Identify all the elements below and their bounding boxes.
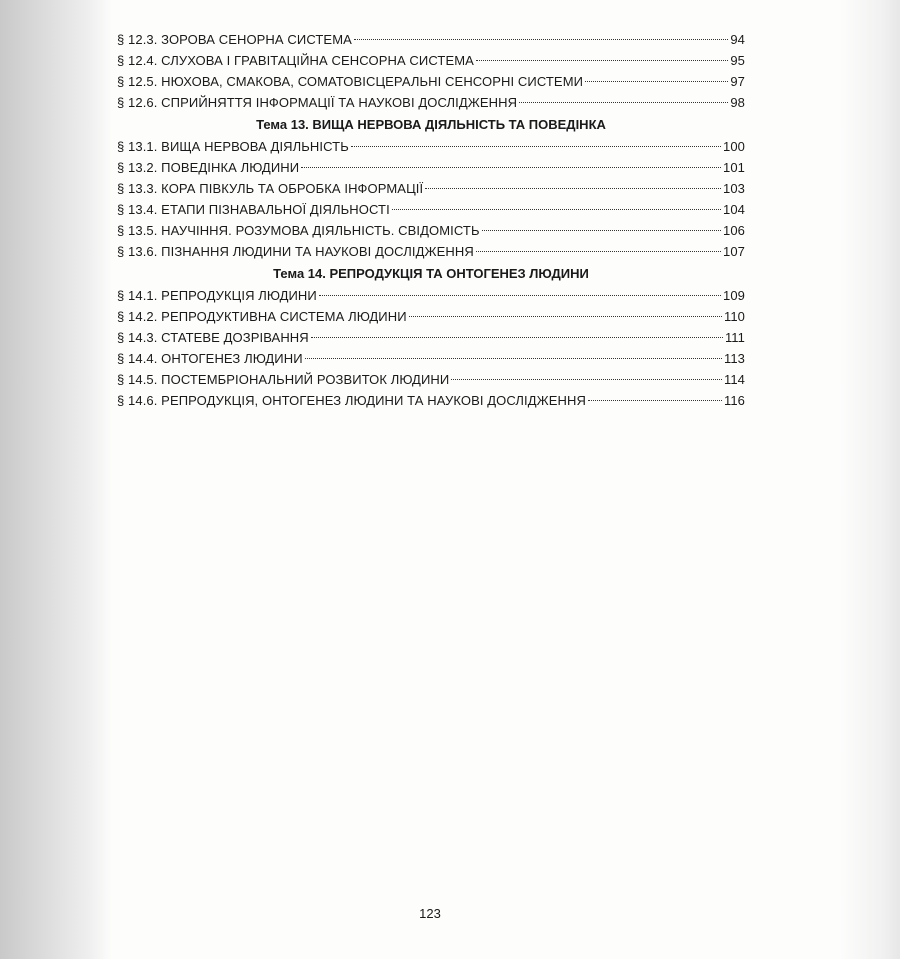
toc-entry-page-number: 104 bbox=[723, 202, 745, 217]
toc-entry-page-number: 111 bbox=[724, 330, 745, 345]
dot-leader bbox=[585, 81, 728, 82]
toc-entry-title: § 12.5. НЮХОВА, СМАКОВА, СОМАТОВІСЦЕРАЛЬНІ СЕНСОРНІ СИСТЕМИ bbox=[117, 74, 584, 89]
toc-entry-page-number: 101 bbox=[723, 160, 745, 175]
toc-entry-title: § 13.6. ПІЗНАННЯ ЛЮДИНИ ТА НАУКОВІ ДОСЛІДЖЕННЯ bbox=[117, 244, 474, 259]
toc-entry-page-number: 98 bbox=[730, 95, 745, 110]
dot-leader bbox=[351, 146, 721, 147]
toc-entry-title: § 13.5. НАУЧІННЯ. РОЗУМОВА ДІЯЛЬНІСТЬ. СВІДОМІСТЬ bbox=[117, 223, 480, 238]
toc-entry-title: § 14.3. СТАТЕВЕ ДОЗРІВАННЯ bbox=[117, 330, 309, 345]
toc-entry-title: § 13.2. ПОВЕДІНКА ЛЮДИНИ bbox=[117, 160, 300, 175]
toc-entry bbox=[117, 327, 745, 348]
toc-entry bbox=[117, 241, 745, 262]
toc-entry-page-number: 114 bbox=[723, 372, 745, 387]
toc-entry-title: § 12.3. ЗОРОВА СЕНОРНА СИСТЕМА bbox=[117, 32, 352, 47]
toc-entry bbox=[117, 369, 745, 390]
page-number: 123 bbox=[419, 906, 441, 921]
toc-entry bbox=[117, 29, 745, 50]
toc-entry-page-number: 94 bbox=[730, 32, 745, 47]
toc-entry-title: § 13.4. ЕТАПИ ПІЗНАВАЛЬНОЇ ДІЯЛЬНОСТІ bbox=[117, 202, 390, 217]
toc-entry bbox=[117, 285, 745, 306]
toc-entry-title: § 14.4. ОНТОГЕНЕЗ ЛЮДИНИ bbox=[117, 351, 303, 366]
dot-leader bbox=[451, 379, 722, 380]
dot-leader bbox=[311, 337, 723, 338]
toc-entry bbox=[117, 71, 745, 92]
toc-entry-title: § 12.6. СПРИЙНЯТТЯ ІНФОРМАЦІЇ ТА НАУКОВІ ДОСЛІДЖЕННЯ bbox=[117, 95, 518, 110]
dot-leader bbox=[305, 358, 722, 359]
toc-entry-page-number: 109 bbox=[723, 288, 745, 303]
toc-topic-heading: Тема 14. РЕПРОДУКЦІЯ ТА ОНТОГЕНЕЗ ЛЮДИНИ bbox=[273, 266, 589, 281]
toc-entry bbox=[117, 50, 745, 71]
dot-leader bbox=[354, 39, 728, 40]
dot-leader bbox=[409, 316, 722, 317]
toc-entry-page-number: 113 bbox=[723, 351, 745, 366]
toc-entry-title: § 13.1. ВИЩА НЕРВОВА ДІЯЛЬНІСТЬ bbox=[117, 139, 349, 154]
page-gutter-shadow bbox=[0, 0, 112, 959]
toc-entry-page-number: 97 bbox=[730, 74, 745, 89]
toc-entry bbox=[117, 178, 745, 199]
dot-leader bbox=[392, 209, 721, 210]
dot-leader bbox=[425, 188, 721, 189]
toc-entry bbox=[117, 157, 745, 178]
toc-entry bbox=[117, 136, 745, 157]
toc-entry-page-number: 95 bbox=[730, 53, 745, 68]
toc-entry-title: § 13.3. КОРА ПІВКУЛЬ ТА ОБРОБКА ІНФОРМАЦІЇ bbox=[117, 181, 424, 196]
toc-entry bbox=[117, 92, 745, 113]
toc-entry-page-number: 100 bbox=[723, 139, 745, 154]
toc-entry-title: § 14.5. ПОСТЕМБРІОНАЛЬНИЙ РОЗВИТОК ЛЮДИНИ bbox=[117, 372, 450, 387]
dot-leader bbox=[588, 400, 722, 401]
toc-entry-title: § 12.4. СЛУХОВА І ГРАВІТАЦІЙНА СЕНСОРНА СИСТЕМА bbox=[117, 53, 474, 68]
toc-entry bbox=[117, 348, 745, 369]
toc-entry bbox=[117, 306, 745, 327]
toc-entry bbox=[117, 199, 745, 220]
dot-leader bbox=[476, 60, 728, 61]
dot-leader bbox=[476, 251, 721, 252]
toc-entry-title: § 14.1. РЕПРОДУКЦІЯ ЛЮДИНИ bbox=[117, 288, 317, 303]
toc-entry-title: § 14.6. РЕПРОДУКЦІЯ, ОНТОГЕНЕЗ ЛЮДИНИ ТА НАУКОВІ ДОСЛІДЖЕННЯ bbox=[117, 393, 587, 408]
toc-entry bbox=[117, 220, 745, 241]
table-of-contents bbox=[117, 29, 745, 411]
toc-entry-page-number: 107 bbox=[723, 244, 745, 259]
toc-entry-title: § 14.2. РЕПРОДУКТИВНА СИСТЕМА ЛЮДИНИ bbox=[117, 309, 407, 324]
toc-entry-page-number: 103 bbox=[723, 181, 745, 196]
toc-entry-page-number: 110 bbox=[723, 309, 745, 324]
dot-leader bbox=[319, 295, 721, 296]
dot-leader bbox=[519, 102, 728, 103]
dot-leader bbox=[482, 230, 721, 231]
toc-topic-heading: Тема 13. ВИЩА НЕРВОВА ДІЯЛЬНІСТЬ ТА ПОВЕДІНКА bbox=[256, 117, 606, 132]
toc-entry-page-number: 106 bbox=[723, 223, 745, 238]
page-edge-shadow bbox=[840, 0, 900, 959]
toc-entry bbox=[117, 390, 745, 411]
toc-entry-page-number: 116 bbox=[723, 393, 745, 408]
dot-leader bbox=[301, 167, 721, 168]
